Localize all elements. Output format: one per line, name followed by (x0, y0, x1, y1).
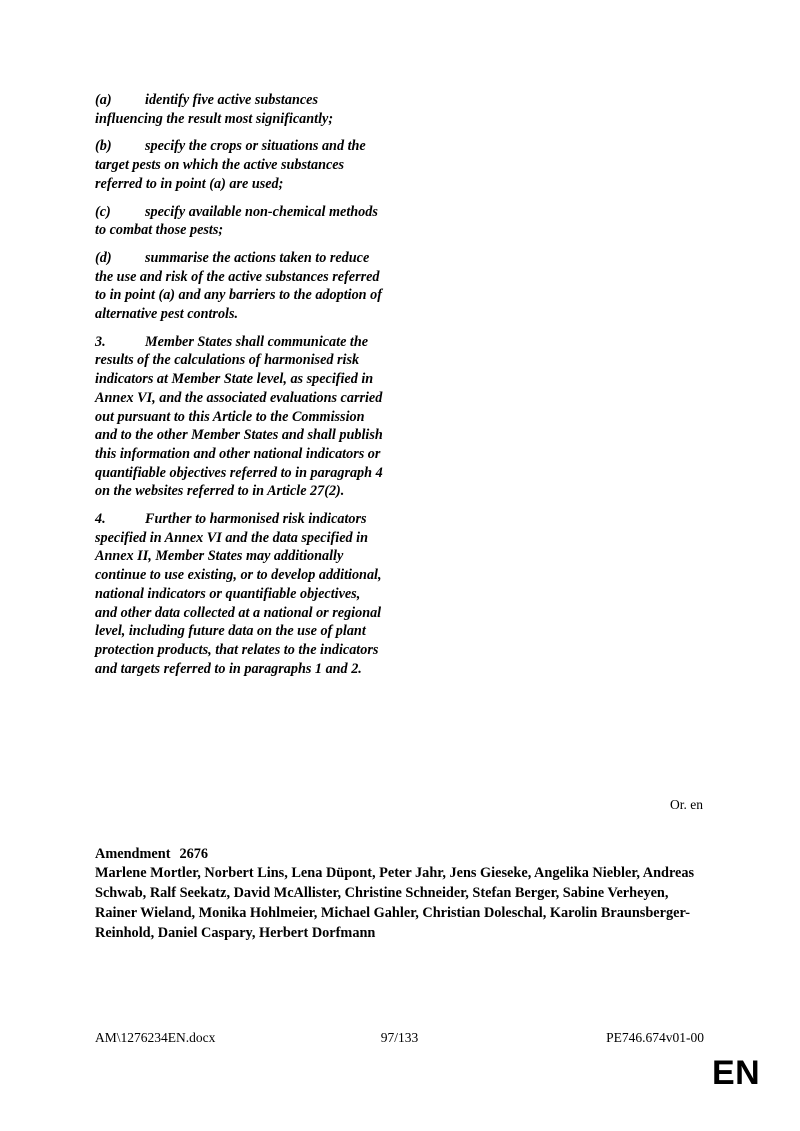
paragraph-text: Member States shall communicate the results of the calculations of harmonised risk indicators at Member State level, as specified in Annex VI, and the associated evaluations carried out pursuant to this Article to the Commission and to the other Member States and shall publish this information and other national indicators or quantifiable objectives referred to in paragraph 4 on the websites referred to in Article 27(2). (95, 333, 383, 500)
amended-text-column (95, 91, 384, 687)
paragraph-marker: 3. (95, 333, 106, 350)
footer-document-name: AM\1276234EN.docx (95, 1030, 216, 1045)
amended-paragraph-b (95, 137, 384, 193)
amendment-heading-label: Amendment (95, 846, 171, 862)
amended-paragraph-4 (95, 510, 384, 678)
paragraph-marker: 4. (95, 511, 106, 528)
paragraph-text: summarise the actions taken to reduce the use and risk of the active substances referred to in point (a) and any barriers to the adoption of alternative pest controls. (95, 249, 382, 323)
paragraph-text: specify available non-chemical methods to combat those pests; (95, 203, 378, 239)
paragraph-marker: (c) (95, 203, 111, 220)
origin-language-label: Or. en (670, 797, 703, 812)
paragraph-marker: (b) (95, 138, 112, 155)
amended-paragraph-3 (95, 333, 384, 501)
amendment-heading (95, 844, 707, 864)
paragraph-text: specify the crops or situations and the target pests on which the active substances referred to in point (a) are used; (95, 138, 366, 192)
paragraph-text: Further to harmonised risk indicators specified in Annex VI and the data specified in Annex II, Member States may additionally continue to use existing, or to develop additional, national indicators or quantifiable objectives, and other data collected at a national or regional level, including future data on the use of plant protection products, that relates to the indicators and targets referred to in paragraphs 1 and 2. (95, 511, 382, 677)
footer-reference-number: PE746.674v01-00 (606, 1030, 704, 1045)
amendment-authors: Marlene Mortler, Norbert Lins, Lena Düpont, Peter Jahr, Jens Gieseke, Angelika Niebler, Andreas Schwab, Ralf Seekatz, David McAllister, Christine Schneider, Stefan Berger, Sabine Verheyen, Rainer Wieland, Monika Hohlmeier, Michael Gahler, Christian Doleschal, Karolin Braunsberger-Reinhold, Daniel Caspary, Herbert Dorfmann (95, 865, 695, 941)
paragraph-marker: (a) (95, 92, 112, 108)
amended-paragraph-a (95, 91, 384, 128)
paragraph-marker: (d) (95, 249, 112, 266)
amendment-number: 2676 (179, 846, 209, 862)
amended-paragraph-d (95, 249, 384, 324)
page-footer (95, 1029, 704, 1046)
amended-paragraph-c (95, 203, 384, 240)
footer-page-number: 97/133 (380, 1030, 419, 1045)
paragraph-text: identify five active substances influencing the result most significantly; (95, 92, 334, 127)
origin-language-line (95, 796, 703, 813)
amendment-block (95, 844, 707, 944)
language-code-badge: EN (712, 1054, 761, 1092)
